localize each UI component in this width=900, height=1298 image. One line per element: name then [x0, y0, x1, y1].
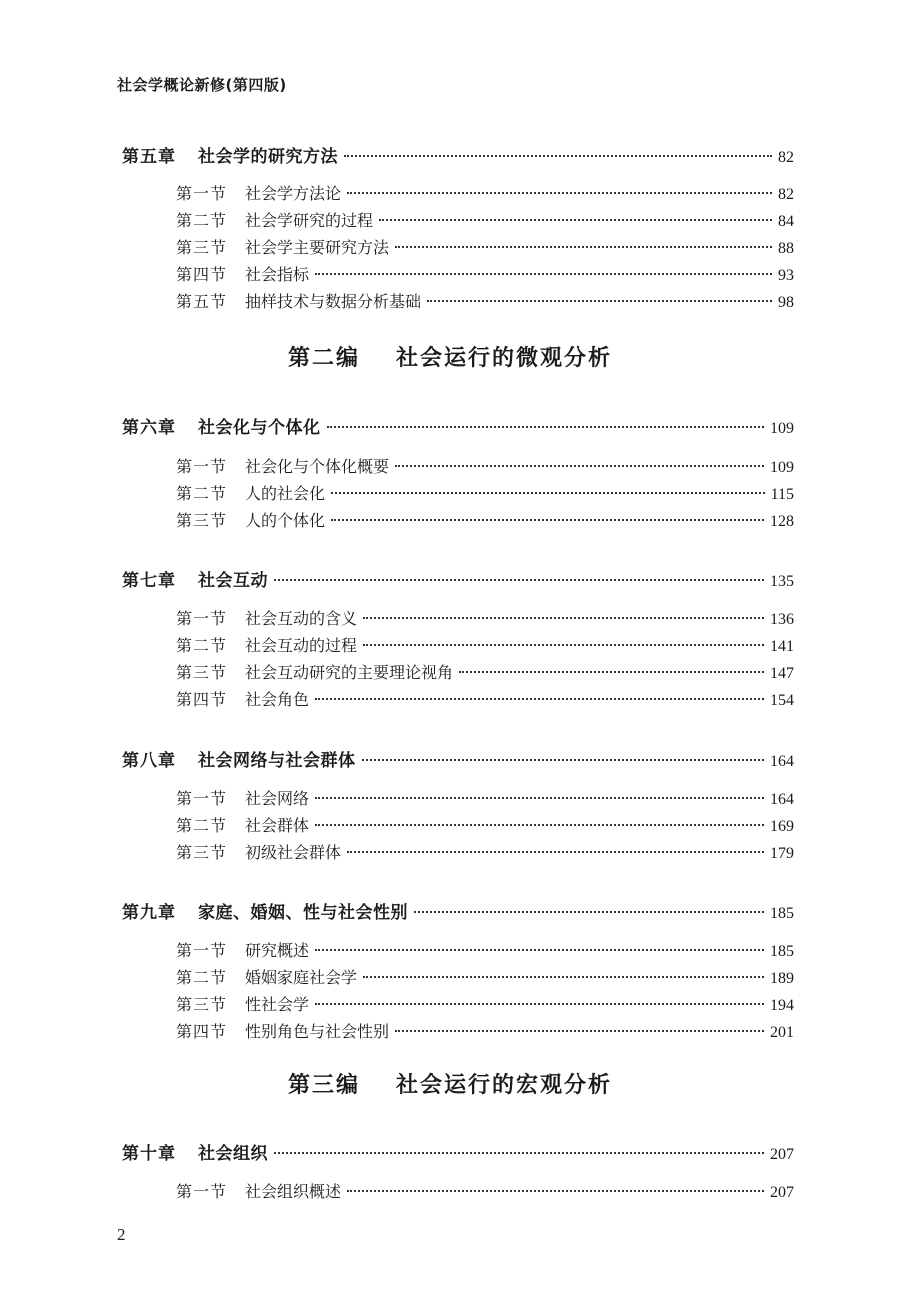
section-title: 社会学主要研究方法	[245, 238, 390, 257]
toc-section[interactable]	[176, 262, 794, 285]
page-ref: 189	[770, 970, 794, 987]
section-label: 第一节	[176, 184, 228, 203]
section-label: 第二节	[176, 816, 228, 835]
part-heading-3	[0, 1068, 900, 1099]
page-ref: 164	[770, 791, 794, 808]
part-heading-2	[0, 341, 900, 372]
section-label: 第一节	[176, 1182, 228, 1201]
dot-leader	[315, 1003, 764, 1005]
toc-section[interactable]	[176, 840, 794, 863]
section-label: 第四节	[176, 690, 228, 709]
page-ref: 93	[778, 267, 794, 284]
section-label: 第三节	[176, 511, 228, 530]
dot-leader	[327, 426, 765, 428]
dot-leader	[459, 671, 764, 673]
page-ref: 84	[778, 213, 794, 230]
section-label: 第一节	[176, 609, 228, 628]
page-ref: 82	[778, 149, 794, 166]
page-ref: 135	[770, 573, 794, 590]
chapter-title: 家庭、婚姻、性与社会性别	[198, 903, 408, 923]
dot-leader	[315, 797, 764, 799]
toc-section[interactable]	[176, 454, 794, 477]
section-label: 第二节	[176, 968, 228, 987]
page-ref: 185	[770, 943, 794, 960]
toc-section[interactable]	[176, 992, 794, 1015]
dot-leader	[379, 219, 772, 221]
part-title: 社会运行的宏观分析	[396, 1073, 613, 1098]
section-label: 第三节	[176, 843, 228, 862]
section-label: 第五节	[176, 292, 228, 311]
section-label: 第一节	[176, 789, 228, 808]
part-title: 社会运行的微观分析	[396, 346, 613, 371]
page-ref: 128	[770, 513, 794, 530]
dot-leader	[274, 1152, 764, 1154]
dot-leader	[363, 976, 764, 978]
toc-section[interactable]	[176, 181, 794, 204]
toc-section[interactable]	[176, 938, 794, 961]
chapter-title: 社会化与个体化	[198, 418, 321, 438]
dot-leader	[315, 273, 772, 275]
page-ref: 201	[770, 1024, 794, 1041]
dot-leader	[347, 192, 772, 194]
page-ref: 207	[770, 1146, 794, 1163]
toc-section[interactable]	[176, 289, 794, 312]
section-label: 第三节	[176, 663, 228, 682]
chapter-label: 第八章	[122, 751, 176, 771]
section-title: 社会角色	[245, 690, 310, 709]
section-title: 社会互动研究的主要理论视角	[245, 663, 454, 682]
chapter-label: 第五章	[122, 147, 176, 167]
toc-section[interactable]	[176, 1179, 794, 1202]
page-ref: 115	[770, 486, 794, 503]
dot-leader	[362, 759, 765, 761]
dot-leader	[395, 246, 772, 248]
dot-leader	[315, 698, 764, 700]
toc-section[interactable]	[176, 235, 794, 258]
toc-chapter-10[interactable]	[122, 1139, 794, 1164]
part-label: 第二编	[287, 346, 360, 371]
dot-leader	[427, 300, 772, 302]
toc-chapter-5[interactable]	[122, 142, 794, 167]
section-label: 第四节	[176, 265, 228, 284]
section-title: 婚姻家庭社会学	[245, 968, 358, 987]
page-ref: 88	[778, 240, 794, 257]
page-ref: 109	[770, 420, 794, 437]
toc-section[interactable]	[176, 965, 794, 988]
page-ref: 109	[770, 459, 794, 476]
dot-leader	[347, 1190, 764, 1192]
toc-section[interactable]	[176, 660, 794, 683]
page-ref: 207	[770, 1184, 794, 1201]
chapter-title: 社会组织	[198, 1144, 268, 1164]
dot-leader	[395, 465, 764, 467]
section-title: 社会化与个体化概要	[245, 457, 390, 476]
section-label: 第一节	[176, 457, 228, 476]
chapter-title: 社会互动	[198, 571, 268, 591]
section-title: 初级社会群体	[245, 843, 342, 862]
section-label: 第二节	[176, 484, 228, 503]
dot-leader	[363, 644, 764, 646]
section-title: 社会互动的过程	[245, 636, 358, 655]
toc-section[interactable]	[176, 481, 794, 504]
dot-leader	[315, 949, 764, 951]
section-title: 社会学方法论	[245, 184, 342, 203]
dot-leader	[315, 824, 764, 826]
page-ref: 147	[770, 665, 794, 682]
dot-leader	[344, 155, 772, 157]
page-ref: 164	[770, 753, 794, 770]
toc-section[interactable]	[176, 508, 794, 531]
page-ref: 141	[770, 638, 794, 655]
section-label: 第一节	[176, 941, 228, 960]
page-ref: 82	[778, 186, 794, 203]
dot-leader	[414, 911, 764, 913]
page-number: 2	[117, 1225, 126, 1244]
section-title: 社会学研究的过程	[245, 211, 374, 230]
section-title: 社会组织概述	[245, 1182, 342, 1201]
page-ref: 169	[770, 818, 794, 835]
page-ref: 185	[770, 905, 794, 922]
toc-section[interactable]	[176, 1019, 794, 1042]
toc-section[interactable]	[176, 813, 794, 836]
part-label: 第三编	[287, 1073, 360, 1098]
toc-chapter-9[interactable]	[122, 898, 794, 923]
running-head-book-title: 社会学概论新修(第四版)	[117, 76, 287, 94]
chapter-label: 第六章	[122, 418, 176, 438]
section-title: 人的社会化	[245, 484, 326, 503]
page-ref: 98	[778, 294, 794, 311]
dot-leader	[347, 851, 764, 853]
dot-leader	[363, 617, 764, 619]
page-ref: 136	[770, 611, 794, 628]
section-title: 社会网络	[245, 789, 310, 808]
section-title: 性别角色与社会性别	[245, 1022, 390, 1041]
toc-section[interactable]	[176, 786, 794, 809]
section-title: 社会群体	[245, 816, 310, 835]
section-title: 抽样技术与数据分析基础	[245, 292, 422, 311]
chapter-title: 社会学的研究方法	[198, 147, 338, 167]
chapter-label: 第九章	[122, 903, 176, 923]
toc-chapter-8[interactable]	[122, 746, 794, 771]
toc-section[interactable]	[176, 687, 794, 710]
chapter-title: 社会网络与社会群体	[198, 751, 356, 771]
section-title: 研究概述	[245, 941, 310, 960]
section-title: 性社会学	[245, 995, 310, 1014]
section-label: 第四节	[176, 1022, 228, 1041]
dot-leader	[331, 519, 764, 521]
chapter-label: 第十章	[122, 1144, 176, 1164]
toc-section[interactable]	[176, 606, 794, 629]
section-title: 社会互动的含义	[245, 609, 358, 628]
section-label: 第三节	[176, 238, 228, 257]
toc-section[interactable]	[176, 208, 794, 231]
chapter-label: 第七章	[122, 571, 176, 591]
section-label: 第三节	[176, 995, 228, 1014]
dot-leader	[395, 1030, 764, 1032]
page-ref: 154	[770, 692, 794, 709]
toc-chapter-7[interactable]	[122, 566, 794, 591]
section-title: 社会指标	[245, 265, 310, 284]
toc-chapter-6[interactable]	[122, 413, 794, 438]
section-label: 第二节	[176, 636, 228, 655]
page-ref: 179	[770, 845, 794, 862]
dot-leader	[331, 492, 765, 494]
dot-leader	[274, 579, 764, 581]
section-title: 人的个体化	[245, 511, 326, 530]
toc-section[interactable]	[176, 633, 794, 656]
section-label: 第二节	[176, 211, 228, 230]
page-ref: 194	[770, 997, 794, 1014]
